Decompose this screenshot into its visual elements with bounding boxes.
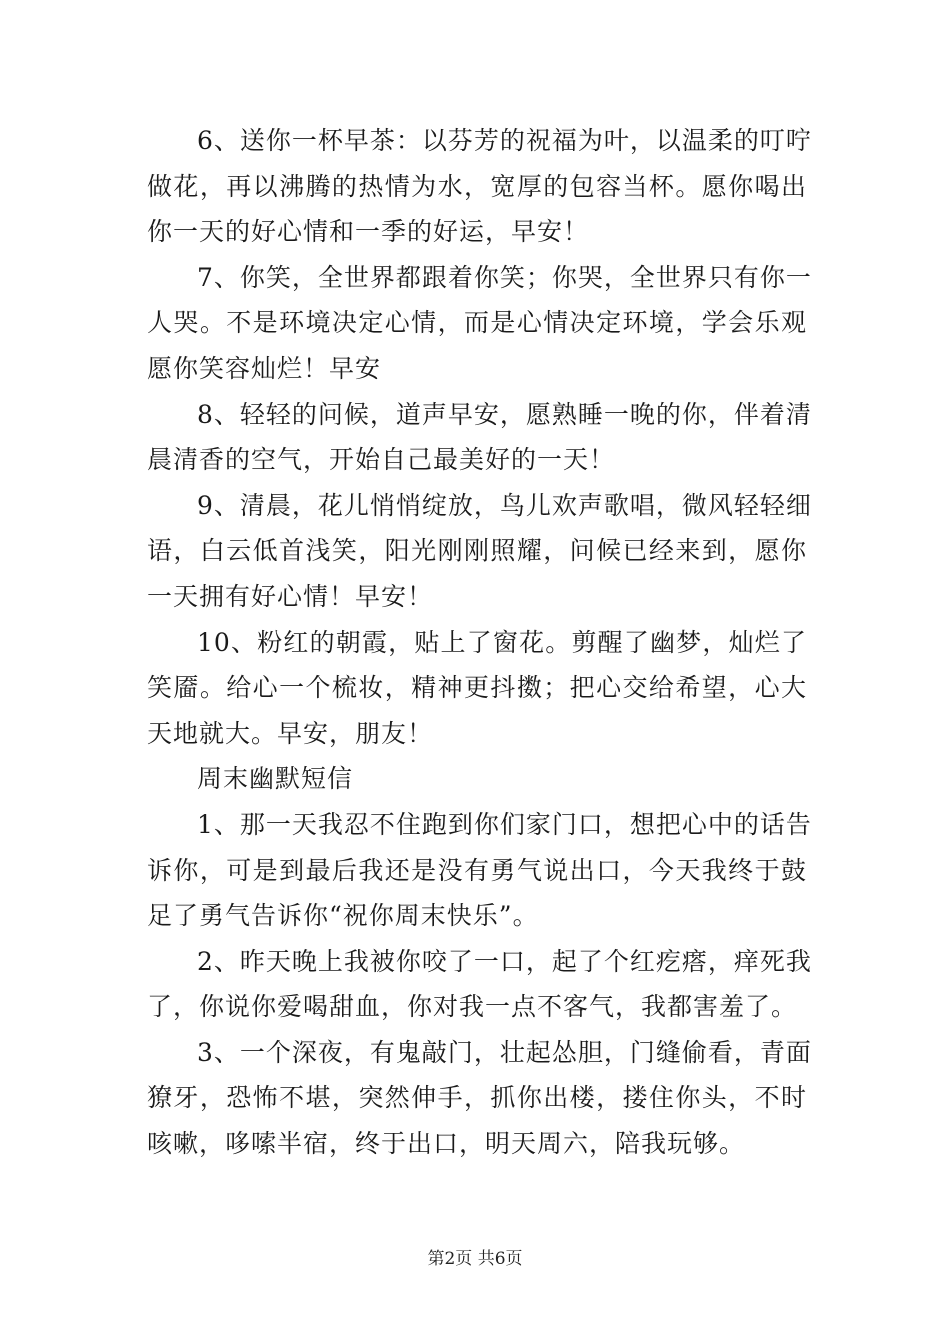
paragraph-10 — [147, 620, 807, 757]
paragraph-humor-2 — [147, 939, 812, 1030]
text-line: 一天拥有好心情！早安！ — [147, 581, 434, 611]
text-line: 了，你说你爱喝甜血，你对我一点不客气，我都害羞了。 — [147, 992, 798, 1022]
paragraph-humor-1 — [147, 802, 812, 939]
page-footer — [0, 1244, 950, 1269]
text-line: 7、你笑，全世界都跟着你笑；你哭，全世界只有你一 — [197, 262, 812, 292]
text-line: 语，白云低首浅笑，阳光刚刚照耀，问候已经来到，愿你 — [147, 536, 807, 566]
text-line: 你一天的好心情和一季的好运，早安！ — [147, 217, 590, 247]
text-line: 6、送你一杯早茶：以芬芳的祝福为叶，以温柔的叮咛 — [197, 126, 812, 155]
document-body — [147, 118, 812, 1167]
text-line: 3、一个深夜，有鬼敲门，壮起怂胆，门缝偷看，青面 — [197, 1037, 812, 1067]
text-line: 天地就大。早安，朋友！ — [147, 718, 434, 748]
text-line: 9、清晨，花儿悄悄绽放，鸟儿欢声歌唱，微风轻轻细 — [197, 490, 812, 520]
paragraph-7 — [147, 255, 812, 392]
text-line: 1、那一天我忍不住跑到你们家门口，想把心中的话告 — [197, 809, 812, 839]
paragraph-8 — [147, 392, 812, 483]
text-line: 晨清香的空气，开始自己最美好的一天！ — [147, 445, 616, 475]
text-line: 诉你，可是到最后我还是没有勇气说出口，今天我终于鼓 — [147, 855, 807, 885]
text-line: 10、粉红的朝霞，贴上了窗花。剪醒了幽梦，灿烂了 — [197, 627, 807, 657]
page-number: 第2页 共6页 — [427, 1249, 523, 1269]
text-line: 獠牙，恐怖不堪，突然伸手，抓你出楼，搂住你头，不时 — [147, 1083, 807, 1113]
text-line: 人哭。不是环境决定心情，而是心情决定环境，学会乐观 — [147, 308, 807, 338]
paragraph-6 — [147, 118, 812, 255]
text-line: 笑靥。给心一个梳妆，精神更抖擞；把心交给希望，心大 — [147, 673, 807, 703]
text-line: 愿你笑容灿烂！早安 — [147, 353, 382, 383]
text-line: 2、昨天晚上我被你咬了一口，起了个红疙瘩，痒死我 — [197, 946, 812, 976]
text-line: 咳嗽，哆嗦半宿，终于出口，明天周六，陪我玩够。 — [147, 1129, 746, 1159]
paragraph-humor-3 — [147, 1030, 812, 1167]
text-line: 足了勇气告诉你“祝你周末快乐”。 — [147, 901, 539, 931]
section-heading — [147, 756, 807, 802]
text-line: 8、轻轻的问候，道声早安，愿熟睡一晚的你，伴着清 — [197, 399, 812, 429]
paragraph-9 — [147, 483, 812, 620]
section-heading-text: 周末幽默短信 — [197, 764, 354, 794]
text-line: 做花，再以沸腾的热情为水，宽厚的包容当杯。愿你喝出 — [147, 171, 807, 201]
